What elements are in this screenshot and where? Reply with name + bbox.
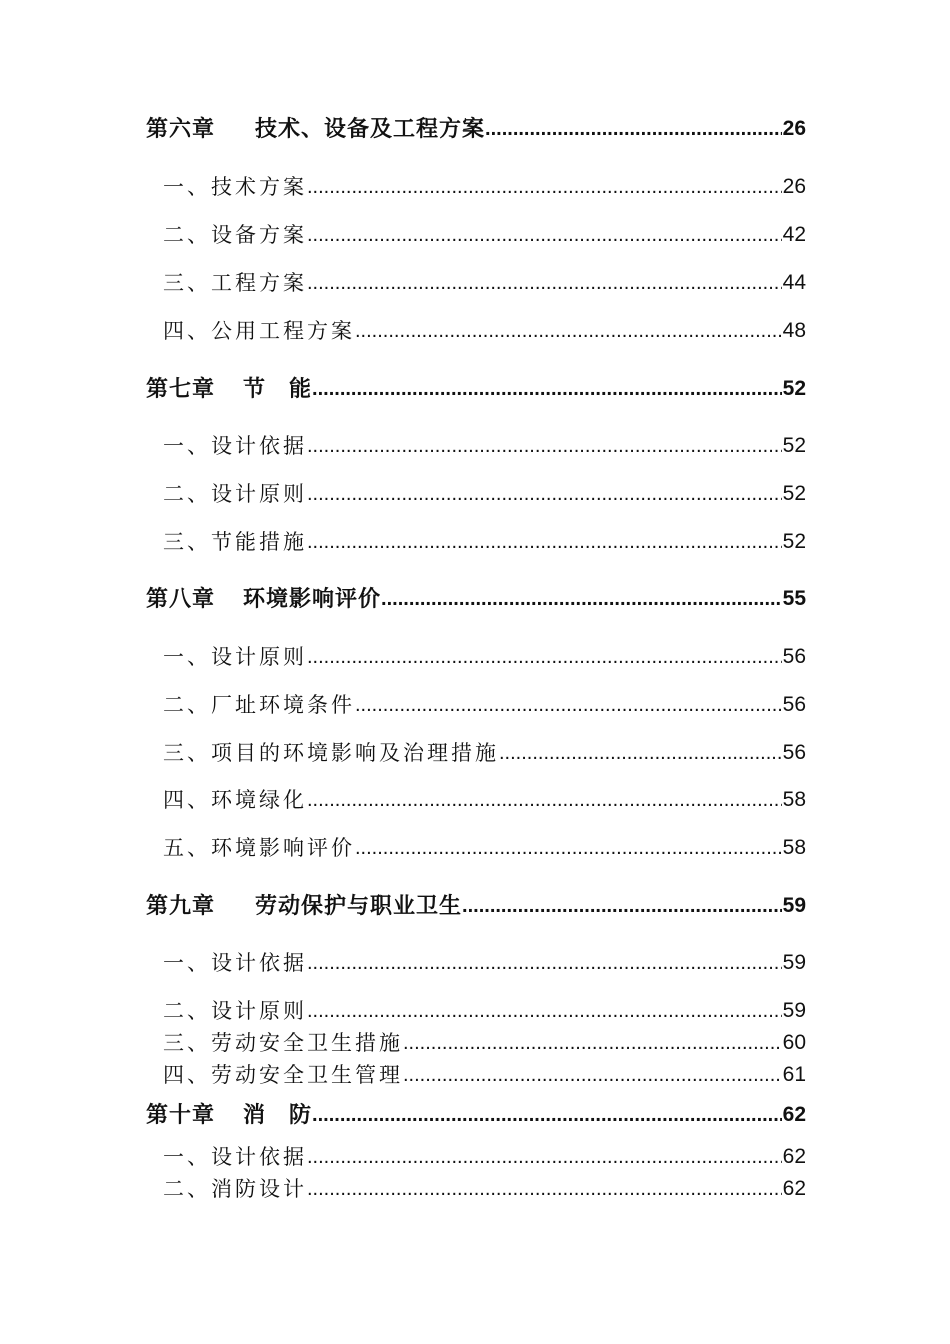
dot-leader bbox=[307, 644, 782, 670]
dot-leader bbox=[307, 174, 782, 200]
chapter-label: 第八章 bbox=[146, 586, 216, 612]
toc-section[interactable] bbox=[146, 525, 806, 555]
toc-section[interactable] bbox=[146, 736, 806, 766]
section-label: 一、设计依据 bbox=[163, 434, 307, 458]
dot-leader bbox=[307, 529, 782, 555]
toc-section[interactable] bbox=[146, 1172, 806, 1202]
section-label: 二、设备方案 bbox=[163, 223, 307, 247]
chapter-title: 劳动保护与职业卫生 bbox=[255, 893, 463, 919]
dot-leader bbox=[307, 1176, 782, 1202]
dot-leader bbox=[462, 893, 782, 919]
toc-section[interactable] bbox=[146, 688, 806, 718]
dot-leader bbox=[355, 692, 782, 718]
section-label: 一、设计依据 bbox=[163, 1145, 307, 1169]
page-number: 52 bbox=[782, 434, 806, 457]
page-number: 56 bbox=[782, 693, 806, 716]
toc-chapter-8[interactable] bbox=[146, 582, 806, 612]
section-label: 四、劳动安全卫生管理 bbox=[163, 1063, 403, 1087]
section-label: 四、环境绿化 bbox=[163, 788, 307, 812]
dot-leader bbox=[307, 950, 782, 976]
section-label: 三、工程方案 bbox=[163, 271, 307, 295]
toc-section[interactable] bbox=[146, 429, 806, 459]
dot-leader bbox=[355, 835, 782, 861]
toc-chapter-10[interactable] bbox=[146, 1098, 806, 1128]
section-label: 一、设计依据 bbox=[163, 951, 307, 975]
toc-section[interactable] bbox=[146, 266, 806, 296]
dot-leader bbox=[403, 1062, 782, 1088]
page-number: 58 bbox=[782, 788, 806, 811]
toc-section[interactable] bbox=[146, 314, 806, 344]
page-number: 26 bbox=[782, 117, 806, 140]
chapter-label: 第七章 bbox=[146, 376, 216, 402]
page-number: 62 bbox=[782, 1145, 806, 1168]
page-number: 62 bbox=[782, 1103, 806, 1126]
dot-leader bbox=[307, 222, 782, 248]
dot-leader bbox=[312, 376, 782, 402]
dot-leader bbox=[307, 481, 782, 507]
dot-leader bbox=[307, 1144, 782, 1170]
toc-section[interactable] bbox=[146, 640, 806, 670]
page-number: 42 bbox=[782, 223, 806, 246]
toc-section[interactable] bbox=[146, 994, 806, 1024]
chapter-label: 第六章 bbox=[146, 116, 216, 142]
dot-leader bbox=[485, 116, 782, 142]
dot-leader bbox=[312, 1102, 782, 1128]
section-label: 五、环境影响评价 bbox=[163, 836, 355, 860]
section-label: 二、厂址环境条件 bbox=[163, 693, 355, 717]
toc-section[interactable] bbox=[146, 946, 806, 976]
chapter-title: 环境影响评价 bbox=[243, 586, 382, 612]
section-label: 二、设计原则 bbox=[163, 999, 307, 1023]
page-number: 56 bbox=[782, 645, 806, 668]
toc-section[interactable] bbox=[146, 477, 806, 507]
section-label: 三、项目的环境影响及治理措施 bbox=[163, 741, 499, 765]
chapter-title: 技术、设备及工程方案 bbox=[255, 116, 486, 142]
chapter-label: 第十章 bbox=[146, 1102, 216, 1128]
page-number: 59 bbox=[782, 894, 806, 917]
page-number: 58 bbox=[782, 836, 806, 859]
page-number: 62 bbox=[782, 1177, 806, 1200]
page-number: 60 bbox=[782, 1031, 806, 1054]
section-label: 三、劳动安全卫生措施 bbox=[163, 1031, 403, 1055]
page-number: 52 bbox=[782, 482, 806, 505]
page-number: 26 bbox=[782, 175, 806, 198]
toc-section[interactable] bbox=[146, 218, 806, 248]
dot-leader bbox=[499, 740, 782, 766]
section-label: 一、技术方案 bbox=[163, 175, 307, 199]
page-number: 52 bbox=[782, 530, 806, 553]
toc-chapter-7[interactable] bbox=[146, 372, 806, 402]
page-number: 55 bbox=[782, 587, 806, 610]
dot-leader bbox=[307, 433, 782, 459]
page-number: 52 bbox=[782, 377, 806, 400]
dot-leader bbox=[381, 586, 782, 612]
page-number: 48 bbox=[782, 319, 806, 342]
dot-leader bbox=[307, 270, 782, 296]
toc-section[interactable] bbox=[146, 170, 806, 200]
page-number: 56 bbox=[782, 741, 806, 764]
page-number: 61 bbox=[782, 1063, 806, 1086]
toc-chapter-6[interactable] bbox=[146, 112, 806, 142]
toc-section[interactable] bbox=[146, 831, 806, 861]
toc-section[interactable] bbox=[146, 1140, 806, 1170]
section-label: 三、节能措施 bbox=[163, 530, 307, 554]
chapter-title: 节 能 bbox=[243, 376, 313, 402]
toc-section[interactable] bbox=[146, 1026, 806, 1056]
page-number: 44 bbox=[782, 271, 806, 294]
section-label: 二、设计原则 bbox=[163, 482, 307, 506]
toc-section[interactable] bbox=[146, 783, 806, 813]
chapter-title: 消 防 bbox=[243, 1102, 313, 1128]
page-number: 59 bbox=[782, 999, 806, 1022]
dot-leader bbox=[355, 318, 782, 344]
page-number: 59 bbox=[782, 951, 806, 974]
toc-section[interactable] bbox=[146, 1058, 806, 1088]
dot-leader bbox=[403, 1030, 782, 1056]
section-label: 二、消防设计 bbox=[163, 1177, 307, 1201]
section-label: 一、设计原则 bbox=[163, 645, 307, 669]
chapter-label: 第九章 bbox=[146, 893, 216, 919]
section-label: 四、公用工程方案 bbox=[163, 319, 355, 343]
toc-chapter-9[interactable] bbox=[146, 889, 806, 919]
dot-leader bbox=[307, 998, 782, 1024]
dot-leader bbox=[307, 787, 782, 813]
